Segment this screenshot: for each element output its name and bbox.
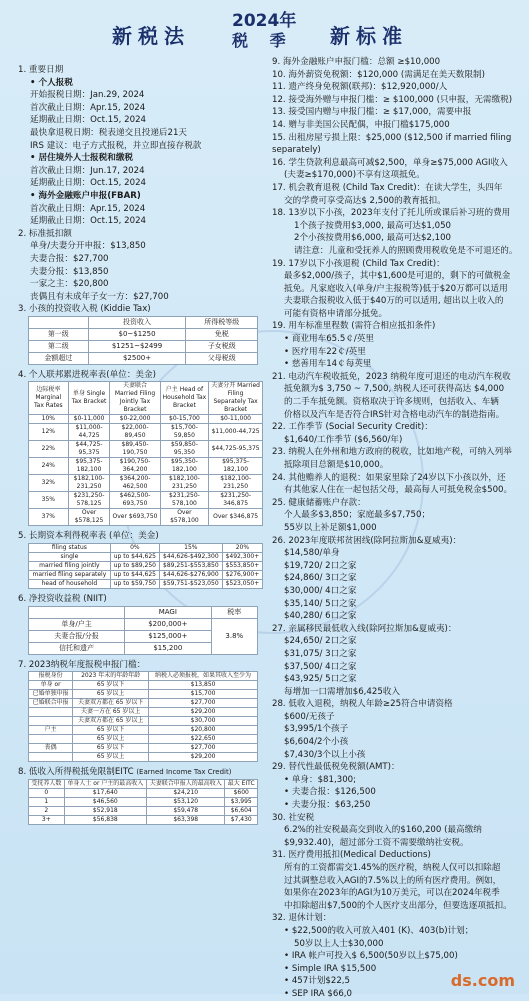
right-line: • $22,500的收入可放入401 (K)、403(b)计划； bbox=[272, 925, 524, 938]
table-cell: 65 岁以下 bbox=[73, 726, 149, 735]
niit-table bbox=[28, 606, 258, 655]
table-cell: $231,250-578,125 bbox=[68, 492, 110, 509]
table-cell: $2500+ bbox=[88, 352, 186, 364]
right-line: 27. 亲属移民最低收入线(除阿拉斯加&夏威夷)： bbox=[272, 623, 457, 634]
table-cell: $59,850-95,350 bbox=[160, 441, 209, 458]
table-cell: $276,900+ bbox=[222, 571, 262, 580]
table-cell: $15,700 bbox=[149, 690, 258, 699]
header-right-title: 新标准 bbox=[330, 24, 408, 48]
right-line: $31,075/ 3口之家 bbox=[284, 648, 357, 659]
table-header-cell: MAGI bbox=[125, 606, 212, 618]
s5-title: 5. 长期资本利得税率表 (单位：美金) bbox=[18, 531, 159, 542]
right-line: $600/无孩子 bbox=[284, 711, 335, 722]
s8-title-zh: 8. 低收入所得税抵免限制EITC bbox=[18, 767, 134, 778]
table-cell: 0 bbox=[29, 788, 65, 797]
table-header-cell: 投资收入 bbox=[88, 316, 186, 328]
right-line: 15. 出租房屋亏损上限：$25,000 ($12,500 if married filing separately) bbox=[272, 132, 512, 156]
table-cell: 32% bbox=[29, 475, 69, 492]
s2-joint: 夫妻合报：$27,700 bbox=[30, 253, 109, 264]
table-cell: $523,050+ bbox=[222, 580, 262, 589]
table-cell: $462,500-693,750 bbox=[110, 492, 160, 509]
table-header-row bbox=[29, 316, 258, 328]
s1-fbar-first: 首次截止日期：Apr.15, 2024 bbox=[30, 203, 146, 214]
right-line: $19,720/ 2口之家 bbox=[284, 560, 357, 571]
table-cell bbox=[29, 708, 73, 717]
table-row bbox=[29, 328, 258, 340]
right-line: 个人最多$3,850；家庭最多$7,750； bbox=[284, 510, 431, 521]
watermark-text: ds.com bbox=[450, 971, 515, 990]
table-cell: $0-11,000 bbox=[68, 415, 110, 424]
table-cell: 35% bbox=[29, 492, 69, 509]
right-line: 每增加一口需增加$6,425收入 bbox=[284, 686, 401, 697]
table-header-cell: 单身 Single Tax Bracket bbox=[68, 382, 110, 415]
right-line: 11. 遗产终身免税额(联邦)：$12,920,000/人 bbox=[272, 82, 448, 93]
table-cell: 子女税级 bbox=[186, 340, 258, 352]
right-line: • 457计划$22,5 bbox=[272, 975, 524, 988]
table-cell: $46,560 bbox=[64, 797, 146, 806]
right-line: 最多$2,000/孩子，其中$1,600是可退的，剩下的可做税金 bbox=[284, 271, 511, 282]
table-cell bbox=[29, 753, 73, 762]
table-cell: $17,640 bbox=[64, 788, 146, 797]
table-cell: $89,450-190,750 bbox=[110, 441, 160, 458]
table-cell: 单身 or bbox=[29, 681, 73, 690]
s1-abroad: • 居住境外人士报税和缴税 bbox=[30, 153, 134, 164]
table-cell: $6,604 bbox=[225, 806, 258, 815]
table-cell: $190,750-364,200 bbox=[110, 458, 160, 475]
table-row bbox=[29, 340, 258, 352]
right-line: • Simple IRA $15,500 bbox=[272, 963, 524, 976]
right-line: 所有的工资都需交1.45%的医疗税，纳税人仅可以扣除超 bbox=[284, 863, 501, 873]
table-cell: single bbox=[29, 553, 111, 562]
table-cell: 37% bbox=[29, 509, 69, 526]
table-cell: $3,995 bbox=[225, 797, 258, 806]
header-season: 税 季 bbox=[232, 31, 294, 50]
table-cell: $95,375-182,100 bbox=[68, 458, 110, 475]
header bbox=[0, 0, 529, 54]
table-cell: $20,800 bbox=[149, 726, 258, 735]
s1-abroad-ext: 延期截止日期：Oct.15, 2024 bbox=[30, 178, 147, 189]
right-line: 23. 纳税人在外州和地方政府的税收，比如地产税，可纳入列举 bbox=[272, 447, 512, 458]
table-cell: Over $578,125 bbox=[68, 509, 110, 526]
table-cell: $24,210 bbox=[147, 788, 225, 797]
right-line: 21. 电动汽车税收抵免，2023 纳税年度可退还的电动汽车税收 bbox=[272, 371, 511, 382]
table-header-cell: 0% bbox=[110, 544, 159, 553]
right-line: • 单身：$81,300; bbox=[272, 774, 524, 787]
s1-irs: IRS 建议：电子方式报税，并立即直接存税款 bbox=[30, 140, 202, 151]
table-row bbox=[29, 509, 263, 526]
table-row bbox=[29, 441, 263, 458]
table-row bbox=[29, 424, 263, 441]
niit-rate: 3.8% bbox=[211, 618, 257, 654]
table-cell: head of household bbox=[29, 580, 111, 589]
right-line: 抵除项目总额是$10,000。 bbox=[284, 460, 389, 470]
table-cell: up to $89,250 bbox=[110, 562, 159, 571]
right-line: 19. 用车标准里程数 (需符合相应抵扣条件) bbox=[272, 321, 436, 332]
right-line: 可能有资格申请部分抵免。 bbox=[284, 308, 388, 319]
s1-fbar: • 海外金融账户申报(FBAR) bbox=[30, 190, 141, 201]
table-cell: $27,700 bbox=[149, 744, 258, 753]
right-line: 抵免。凡家庭收入(单身/户主报税等)低于$20万都可以适用 bbox=[284, 283, 508, 294]
right-line: $1,640/工作季节 ($6,560/年) bbox=[284, 434, 403, 445]
table-row bbox=[29, 699, 258, 708]
table-cell: $15,200 bbox=[125, 642, 212, 654]
table-row bbox=[29, 815, 258, 824]
table-header-cell: 20% bbox=[222, 544, 262, 553]
table-cell: married filing separately bbox=[29, 571, 111, 580]
table-row bbox=[29, 562, 263, 571]
table-cell: $200,000+ bbox=[125, 618, 212, 630]
right-line: $14,580/单身 bbox=[284, 548, 340, 559]
table-cell: $0-11,000 bbox=[209, 415, 263, 424]
table-cell: 金额超过 bbox=[29, 352, 89, 364]
s2-widow: 丧偶且有未成年子女一方：$27,700 bbox=[30, 291, 169, 302]
table-row bbox=[29, 580, 263, 589]
s1-start: 开始报税日期：Jan.29, 2024 bbox=[30, 90, 145, 101]
table-header-cell: filing status bbox=[29, 544, 111, 553]
right-line: 24. 其他赡养人的退税：如果家里除了24岁以下小孩以外，还 bbox=[272, 472, 506, 483]
table-cell: $231,250-578,100 bbox=[160, 492, 209, 509]
table-header-cell: 户主 Head of Household Tax Bracket bbox=[160, 382, 209, 415]
table-cell: $7,430 bbox=[225, 815, 258, 824]
table-cell: $27,700 bbox=[149, 699, 258, 708]
table-row bbox=[29, 726, 258, 735]
table-header-cell: 税率 bbox=[211, 606, 257, 618]
table-cell: $59,478 bbox=[147, 806, 225, 815]
table-cell: $44,626-$492,300 bbox=[159, 553, 222, 562]
s1-abroad-first: 首次截止日期：Jun.17, 2024 bbox=[30, 165, 145, 176]
table-cell: Over $578,100 bbox=[160, 509, 209, 526]
table-cell: 已婚单独申报 bbox=[29, 690, 73, 699]
table-cell: 父母税级 bbox=[186, 352, 258, 364]
table-row bbox=[29, 797, 258, 806]
right-line: 2个小孩按费用$6,000, 最高可达$2,100 bbox=[294, 233, 452, 244]
table-cell: 24% bbox=[29, 458, 69, 475]
right-line: 26. 2023年度联邦贫困线(除阿拉斯加&夏威夷)： bbox=[272, 535, 462, 546]
table-header-cell: 纳税人必须报税，如果其收入至少为 bbox=[149, 672, 258, 681]
table-header-cell: 夫妻联合申报人的最高收入 bbox=[147, 779, 225, 788]
table-header-row bbox=[29, 544, 263, 553]
capital-gains-table bbox=[28, 543, 263, 589]
table-header-cell: 所得税等级 bbox=[186, 316, 258, 328]
table-cell: up to $44,625 bbox=[110, 571, 159, 580]
table-header-cell: 单身人士 or 户主的最高收入 bbox=[64, 779, 146, 788]
table-header-row bbox=[29, 779, 258, 788]
table-cell: $125,000+ bbox=[125, 630, 212, 642]
right-line: 过其调整总收入AGI的7.5%以上的所有医疗费用。例如， bbox=[284, 875, 502, 886]
right-line: 的二手车抵免额。资格取决于许多规则，包括收入、车辆 bbox=[284, 397, 499, 408]
s8-title bbox=[18, 766, 263, 779]
table-cell: $59,751-$523,050 bbox=[159, 580, 222, 589]
table-row bbox=[29, 458, 263, 475]
table-row bbox=[29, 735, 258, 744]
right-line: 1个孩子按费用$3,000, 最高可达$1,050 bbox=[294, 220, 452, 231]
table-header-cell bbox=[29, 606, 125, 618]
right-line: 31. 医疗费用抵扣(Medical Deductions) bbox=[272, 850, 431, 861]
table-cell: $53,120 bbox=[147, 797, 225, 806]
table-cell: 信托和遗产 bbox=[29, 642, 125, 654]
s8-title-en: (Earned Income Tax Credit) bbox=[136, 768, 232, 777]
s7-title: 7. 2023纳税年度报税申报门槛： bbox=[18, 659, 146, 670]
right-line: 6.2%的社安税最高交到收入的$160,200 (最高缴纳 bbox=[284, 825, 482, 836]
right-line: $40,280/ 6口之家 bbox=[284, 611, 357, 622]
left-column bbox=[18, 64, 263, 825]
table-header-cell: 边际税率 Marginal Tax Rates bbox=[29, 382, 69, 415]
table-cell: $44,725-95,375 bbox=[209, 441, 263, 458]
s1-first: 首次截止日期：Apr.15, 2024 bbox=[30, 102, 146, 113]
table-cell: $63,398 bbox=[147, 815, 225, 824]
right-line: $9,932.40)，超过部分工资不需要缴纳社安税。 bbox=[284, 837, 469, 848]
right-line: 19. 17岁以下小孩退税 (Child Tax Credit)： bbox=[272, 258, 445, 269]
right-line: • 夫妻分报：$63,250 bbox=[272, 799, 524, 812]
right-line: $30,000/ 4口之家 bbox=[284, 585, 357, 596]
table-cell: $11,000-44,725 bbox=[209, 424, 263, 441]
table-cell: 22% bbox=[29, 441, 69, 458]
table-cell: $15,700-59,850 bbox=[160, 424, 209, 441]
table-cell: 1 bbox=[29, 797, 65, 806]
table-cell: $0~$1250 bbox=[88, 328, 186, 340]
table-row bbox=[29, 553, 263, 562]
table-cell: 夫妻双方都在 65 岁以上 bbox=[73, 717, 149, 726]
table-row bbox=[29, 717, 258, 726]
table-row bbox=[29, 788, 258, 797]
right-line: $35,140/ 5口之家 bbox=[284, 598, 357, 609]
right-line: 夫妻联合报税收入低于$40万的可以适用, 超出以上收入的 bbox=[284, 296, 504, 307]
table-cell: $29,200 bbox=[149, 708, 258, 717]
table-header-row bbox=[29, 672, 258, 681]
table-cell: $56,838 bbox=[64, 815, 146, 824]
right-line: $24,860/ 3口之家 bbox=[284, 573, 357, 584]
right-line: 请注意：儿童和受抚养人的照顾费用税收免是不可退还的。 bbox=[294, 245, 518, 256]
s2-sep: 夫妻分报：$13,850 bbox=[30, 266, 109, 277]
header-left-title: 新税法 bbox=[112, 24, 190, 48]
table-row bbox=[29, 492, 263, 509]
table-cell: $0-15,700 bbox=[160, 415, 209, 424]
table-row bbox=[29, 618, 258, 630]
s2-title: 2. 标准抵扣额 bbox=[18, 228, 72, 239]
table-row bbox=[29, 744, 258, 753]
table-cell: Over $346,875 bbox=[209, 509, 263, 526]
table-row bbox=[29, 352, 258, 364]
right-line: $6,604/2个小孩 bbox=[284, 737, 349, 748]
table-cell: $600 bbox=[225, 788, 258, 797]
s2-hoh: 一家之主：$20,800 bbox=[30, 279, 109, 290]
right-line: 14. 赠与非美国公民配偶，申报门槛$175,000 bbox=[272, 119, 450, 130]
right-line: (夫妻≥$170,000)不享有这项抵免。 bbox=[284, 170, 425, 181]
table-cell: $1251~$2499 bbox=[88, 340, 186, 352]
kiddie-tax-table bbox=[28, 316, 258, 365]
right-line: • SEP IRA $66,0 bbox=[272, 988, 524, 1001]
table-cell: $492,300+ bbox=[222, 553, 262, 562]
table-cell: 10% bbox=[29, 415, 69, 424]
table-cell bbox=[29, 735, 73, 744]
table-cell: $29,200 bbox=[149, 753, 258, 762]
table-cell: 65 岁以下 bbox=[73, 744, 149, 753]
federal-tax-table bbox=[28, 381, 263, 526]
table-cell: $22,000-89,450 bbox=[110, 424, 160, 441]
table-cell: $231,250-346,875 bbox=[209, 492, 263, 509]
right-line: 30. 社安税 bbox=[272, 812, 315, 823]
table-cell: up to $59,750 bbox=[110, 580, 159, 589]
table-header-cell: 2023 年末的年龄年龄 bbox=[73, 672, 149, 681]
right-line: • 慈善用车14￠每英里 bbox=[272, 358, 524, 371]
s2-single: 单身/夫妻分开申报：$13,850 bbox=[30, 241, 146, 252]
s1-refund: 最快拿退税日期：税表递交且投递后21天 bbox=[30, 127, 188, 138]
table-cell: married filing jointly bbox=[29, 562, 111, 571]
right-line: 28. 低收入退税，纳税人年龄≥25符合申请资格 bbox=[272, 699, 453, 710]
table-header-cell: 受抚养人数 bbox=[29, 779, 65, 788]
table-cell: $95,375-182,100 bbox=[209, 458, 263, 475]
table-cell: $44,626-$276,900 bbox=[159, 571, 222, 580]
table-row bbox=[29, 708, 258, 717]
right-line: 25. 健康储蓄账户存款： bbox=[272, 497, 366, 508]
table-row bbox=[29, 690, 258, 699]
s1-individual: • 个人报税 bbox=[30, 77, 73, 88]
table-cell: $182,100-231,250 bbox=[209, 475, 263, 492]
table-cell: up to $44,625 bbox=[110, 553, 159, 562]
table-row bbox=[29, 571, 263, 580]
s3-title: 3. 小孩的投资收入税 (Kiddie Tax) bbox=[18, 304, 151, 315]
table-cell: 2 bbox=[29, 806, 65, 815]
table-header-row bbox=[29, 382, 263, 415]
s1-fbar-ext: 延期截止日期：Oct.15, 2024 bbox=[30, 216, 147, 227]
right-line: $3,995/1个孩子 bbox=[284, 724, 349, 735]
s1-title: 1. 重要日期 bbox=[18, 65, 64, 75]
table-cell: $182,100-231,250 bbox=[160, 475, 209, 492]
table-cell: $89,251-$553,850 bbox=[159, 562, 222, 571]
table-cell: $52,918 bbox=[64, 806, 146, 815]
right-line: • 夫妻合报：$126,500 bbox=[272, 786, 524, 799]
table-cell: Over $693,750 bbox=[110, 509, 160, 526]
table-header-cell: 报税身份 bbox=[29, 672, 73, 681]
table-cell: 夫妻双方都在 65 岁以下 bbox=[73, 699, 149, 708]
table-cell: $44,725-95,375 bbox=[68, 441, 110, 458]
right-line: • 商业用车65.5￠/英里 bbox=[272, 333, 524, 346]
table-header-cell: 夫妻联合 Married Filing Jointly Tax Bracket bbox=[110, 382, 160, 415]
table-header-cell: 最大 EITC bbox=[225, 779, 258, 788]
table-cell: 单身/户主 bbox=[29, 618, 125, 630]
right-line: 55岁以上补足额$1,000 bbox=[284, 522, 377, 533]
right-line: 16. 学生贷款利息最高可减$2,500，单身≥$75,000 AGI收入 bbox=[272, 157, 508, 168]
table-cell: 已婚联合申报 bbox=[29, 699, 73, 708]
table-row bbox=[29, 415, 263, 424]
right-line: 32. 退休计划： bbox=[272, 913, 332, 924]
table-cell: $11,000-44,725 bbox=[68, 424, 110, 441]
right-line: 中扣除超出$7,500的个人医疗支出部分，但要选逐项抵扣。 bbox=[284, 900, 512, 911]
right-line: 13. 接受国内赠与申报门槛：≥ $17,000，需要申报 bbox=[272, 107, 472, 118]
eitc-table bbox=[28, 779, 258, 825]
table-cell: $182,100-231,250 bbox=[68, 475, 110, 492]
table-cell: $22,650 bbox=[149, 735, 258, 744]
right-line: 22. 工作季节 (Social Security Credit)： bbox=[272, 422, 433, 433]
right-line: 10. 海外薪资免税额：$120,000 (需满足在美天数限制) bbox=[272, 69, 485, 80]
table-cell bbox=[29, 717, 73, 726]
right-line: 12. 接受海外赠与申报门槛：≥ $100,000 (只申报，无需缴税) bbox=[272, 94, 513, 105]
table-header-cell: 夫妻分开 Married Filing Separately Tax Bracket bbox=[209, 382, 263, 415]
right-line: 价格以及汽车是否符合IRS针对合格电动汽车的制造指南。 bbox=[284, 409, 505, 420]
right-line: 交的学费可享受高达$ 2,500的教育抵扣。 bbox=[284, 195, 446, 206]
table-cell: 夫妻合报/分报 bbox=[29, 630, 125, 642]
table-cell: 夫妻一方在 65 岁以上 bbox=[73, 708, 149, 717]
s4-title: 4. 个人联邦累进税率表(单位：美金) bbox=[18, 369, 156, 380]
table-cell: 第一级 bbox=[29, 328, 89, 340]
right-line: $43,925/ 5口之家 bbox=[284, 674, 357, 685]
right-line: 9. 海外金融账户申报门槛：总额 ≥$10,000 bbox=[272, 57, 441, 67]
table-cell: $553,850+ bbox=[222, 562, 262, 571]
table-cell: 12% bbox=[29, 424, 69, 441]
filing-threshold-table bbox=[28, 671, 258, 762]
table-cell: 免税 bbox=[186, 328, 258, 340]
right-line: • IRA 帐户可投入$ 6,500(50岁以上$75,00) bbox=[272, 950, 524, 963]
right-line: $37,500/ 4口之家 bbox=[284, 661, 357, 672]
right-line: $7,430/3个以上小孩 bbox=[284, 749, 366, 760]
right-line: 29. 替代性最低税免税额(AMT)： bbox=[272, 762, 400, 773]
table-cell: 65 岁以上 bbox=[73, 690, 149, 699]
s1-ext: 延期截止日期：Oct.15, 2024 bbox=[30, 115, 147, 126]
table-cell: 65 岁以下 bbox=[73, 681, 149, 690]
table-row bbox=[29, 681, 258, 690]
table-row bbox=[29, 475, 263, 492]
header-year: 2024年 bbox=[232, 11, 297, 31]
table-cell: 65 岁以上 bbox=[73, 735, 149, 744]
right-line: 18. 13岁以下小孩，2023年支付了托儿所或课后补习班的费用 bbox=[272, 208, 511, 219]
table-cell: $30,700 bbox=[149, 717, 258, 726]
table-cell: 丧偶 bbox=[29, 744, 73, 753]
right-line: 50岁以上人士$30,000 bbox=[294, 938, 384, 949]
right-line: 17. 机会教育退税 (Child Tax Credit)：在读大学生，头四年 bbox=[272, 182, 503, 193]
right-line: $24,650/ 2口之家 bbox=[284, 636, 357, 647]
table-cell: $13,850 bbox=[149, 681, 258, 690]
table-header-cell bbox=[29, 316, 89, 328]
table-cell: $0-22,000 bbox=[110, 415, 160, 424]
table-cell: 65 岁以上 bbox=[73, 753, 149, 762]
right-line: • 医疗用车22￠/英里 bbox=[272, 346, 524, 359]
table-header-row bbox=[29, 606, 258, 618]
right-line: 抵免额为$ 3,750 ~ 7,500, 纳税人还可获得高达 $4,000 bbox=[284, 384, 505, 395]
right-column bbox=[272, 56, 524, 1001]
s6-title: 6. 净投资收益税 (NIIT) bbox=[18, 594, 107, 605]
table-cell: 户主 bbox=[29, 726, 73, 735]
right-line: 如果你在2023年的AGI为10万美元，可以在2024年税季 bbox=[284, 888, 500, 899]
table-row bbox=[29, 806, 258, 815]
table-cell: 第二级 bbox=[29, 340, 89, 352]
table-header-cell: 15% bbox=[159, 544, 222, 553]
table-cell: $95,350-182,100 bbox=[160, 458, 209, 475]
table-row bbox=[29, 753, 258, 762]
table-cell: 3+ bbox=[29, 815, 65, 824]
table-cell: $364,200-462,500 bbox=[110, 475, 160, 492]
right-line: 有其他家人住在一起包括父母，最高每人可抵免税金$500。 bbox=[284, 485, 513, 496]
